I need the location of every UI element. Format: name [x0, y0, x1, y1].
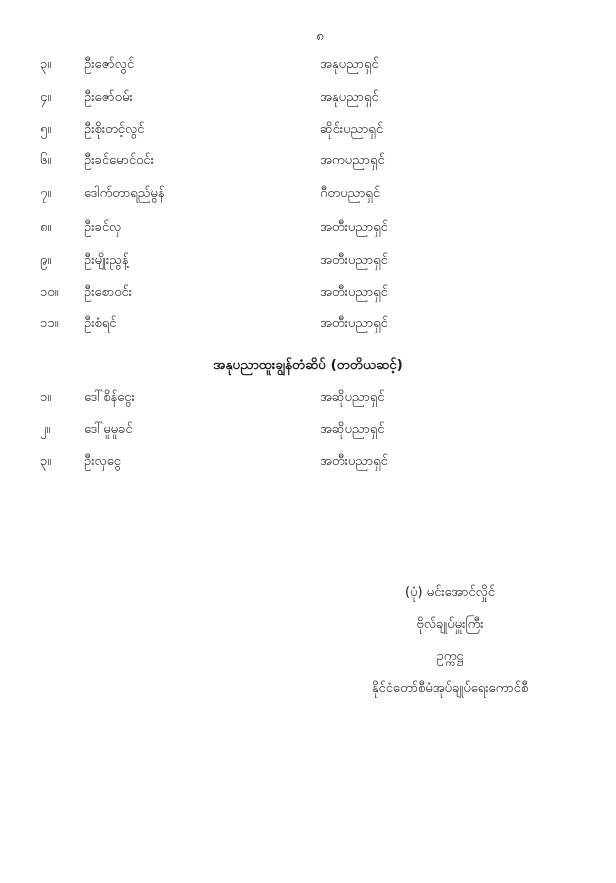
- list-item: [0, 451, 616, 473]
- list-item: [0, 87, 616, 109]
- page-number: ၈: [316, 29, 324, 44]
- signatory-organization: နိုင်ငံတော်စီမံအုပ်ချုပ်ရေးကောင်စီ: [371, 681, 529, 696]
- item-number: ၉။: [40, 253, 52, 268]
- list-item: [0, 282, 616, 304]
- recipient-name: ဦးလှငွေ: [84, 454, 121, 469]
- recipient-position: အတီးပညာရှင်: [320, 220, 388, 235]
- signed-name: (ပုံ) မင်းအောင်လှိုင်: [404, 585, 496, 600]
- recipient-position: အဆိုပညာရှင်: [320, 422, 385, 437]
- recipient-name: ဦးဇော်ဝမ်း: [84, 90, 133, 105]
- item-number: ၁။: [40, 390, 52, 405]
- list-item: [0, 150, 616, 172]
- item-number: ၄။: [40, 90, 52, 105]
- recipient-name: ဦးစောဝင်း: [84, 285, 133, 300]
- recipient-name: ဒေါက်တာရည်မွန်: [84, 186, 165, 201]
- list-item: [0, 419, 616, 441]
- recipient-name: ဦးစိုးတင့်လွင်: [84, 122, 145, 137]
- list-item: [0, 183, 616, 205]
- recipient-position: အတီးပညာရှင်: [320, 285, 388, 300]
- item-number: ၁၀။: [40, 285, 59, 300]
- recipient-position: အနုပညာရှင်: [320, 90, 379, 105]
- recipient-position: ဂီတပညာရှင်: [320, 186, 381, 201]
- item-number: ၃။: [40, 454, 52, 469]
- recipient-position: အဆိုပညာရှင်: [320, 390, 385, 405]
- signatory-title: ဥက္ကဋ္ဌ: [436, 649, 464, 664]
- recipient-position: ဆိုင်းပညာရှင်: [320, 122, 384, 137]
- recipient-position: အတီးပညာရှင်: [320, 454, 388, 469]
- item-number: ၇။: [40, 186, 52, 201]
- recipient-position: အနုပညာရှင်: [320, 57, 379, 72]
- section-heading: အနုပညာထူးချွန်တံဆိပ် (တတိယဆင့်): [213, 357, 403, 373]
- recipient-position: အကပညာရှင်: [320, 153, 385, 168]
- item-number: ၃။: [40, 57, 52, 72]
- item-number: ၈။: [40, 220, 52, 235]
- list-item: [0, 54, 616, 76]
- list-item: [0, 119, 616, 141]
- recipient-name: ဦးစံရင်: [84, 316, 117, 331]
- item-number: ၆။: [40, 153, 52, 168]
- signatory-rank: ဗိုလ်ချုပ်မှူးကြီး: [416, 617, 484, 632]
- list-item: [0, 217, 616, 239]
- list-item: [0, 313, 616, 335]
- recipient-name: ဦးခင်မောင်ဝင်း: [84, 153, 154, 168]
- recipient-position: အတီးပညာရှင်: [320, 253, 388, 268]
- item-number: ၁၁။: [40, 316, 59, 331]
- recipient-position: အတီးပညာရှင်: [320, 316, 388, 331]
- recipient-name: ဦးခင်လှ: [84, 220, 122, 235]
- recipient-name: ဦးမျိုးညွန့်: [84, 253, 129, 268]
- recipient-name: ဒေါ်စိန်ငွေး: [84, 390, 135, 405]
- recipient-name: ဒေါ်မူမူခင်: [84, 422, 133, 437]
- recipient-name: ဦးဇော်လွင်: [84, 57, 135, 72]
- item-number: ၂။: [40, 422, 51, 437]
- signature-block: [340, 582, 560, 710]
- item-number: ၅။: [40, 122, 52, 137]
- list-item: [0, 387, 616, 409]
- list-item: [0, 250, 616, 272]
